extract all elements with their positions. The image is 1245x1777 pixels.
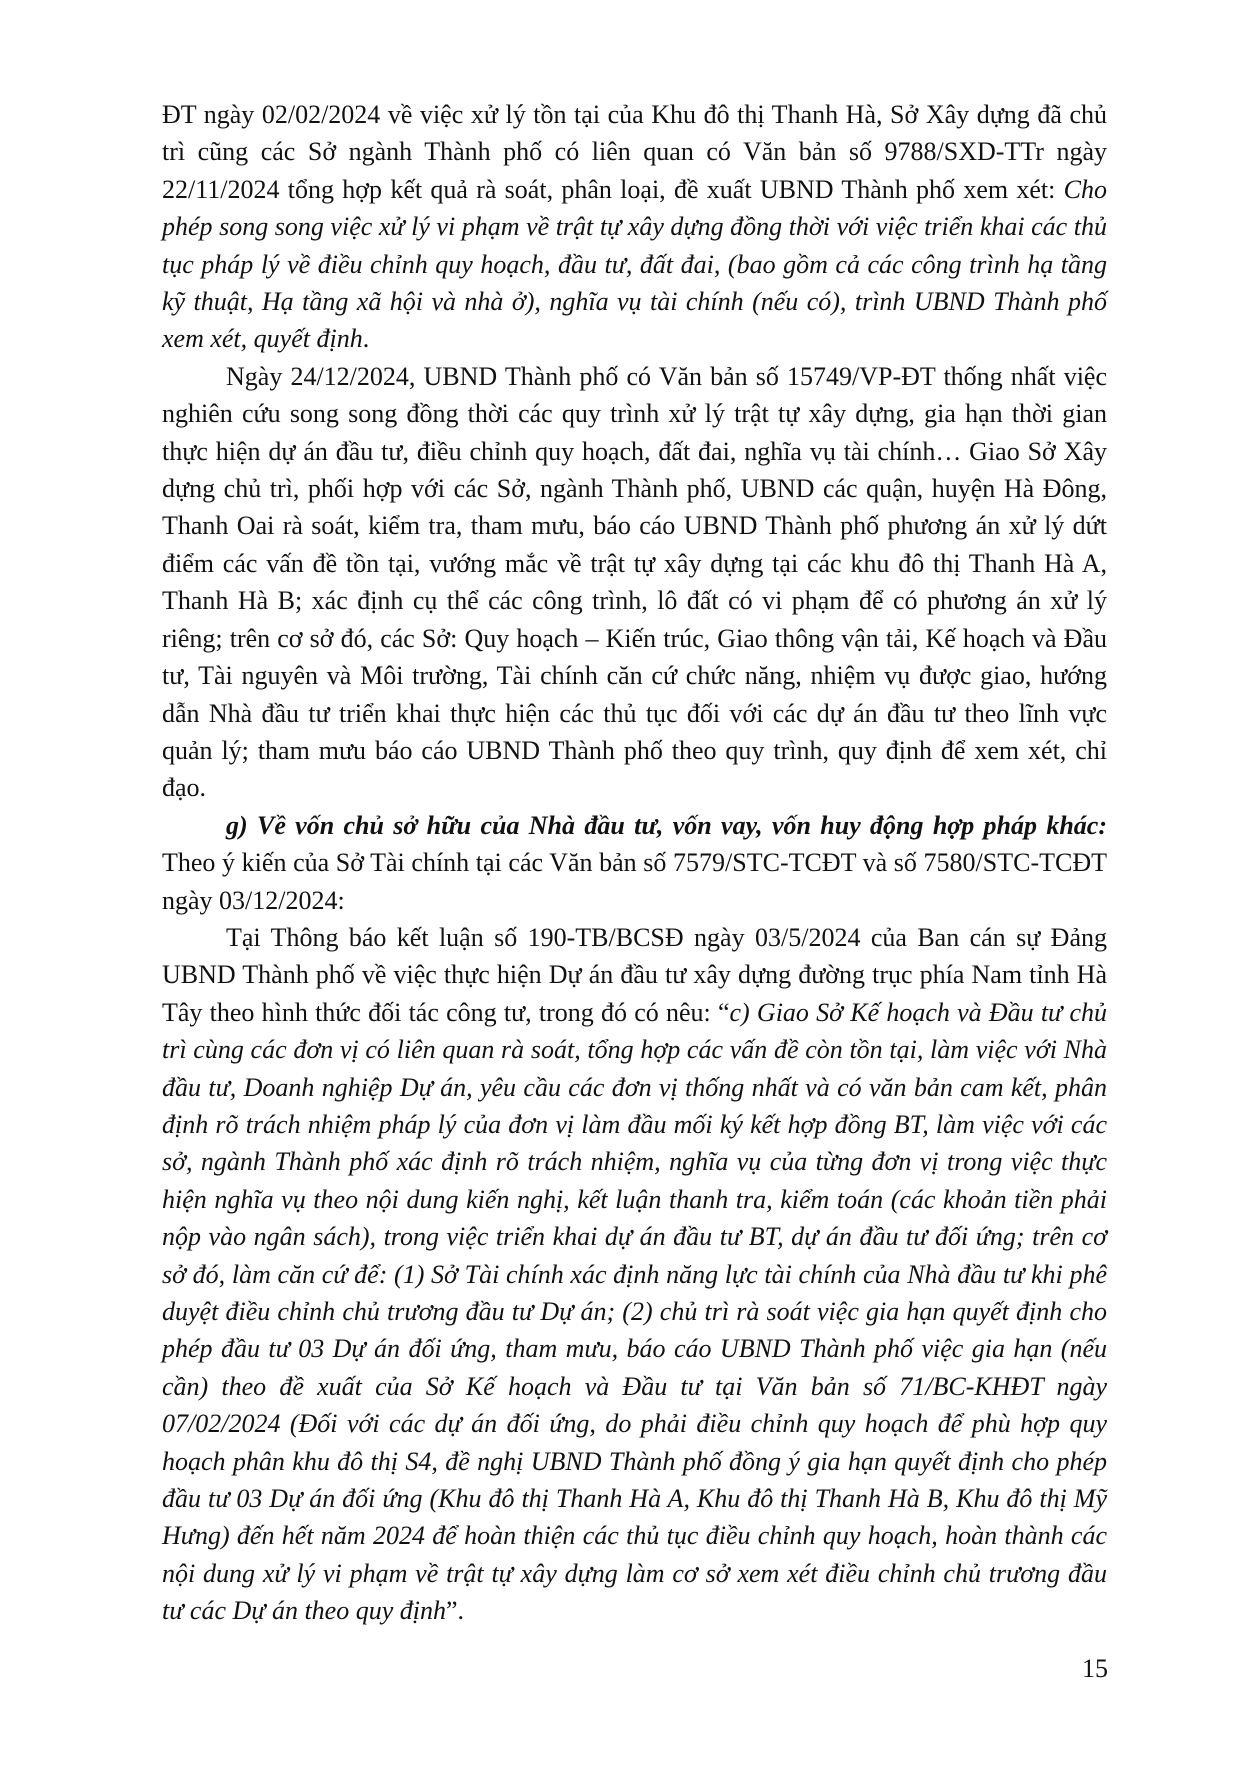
paragraph-4-italic-quote: c) Giao Sở Kế hoạch và Đầu tư chủ trì cùng các đơn vị có liên quan rà soát, tổng hợp các vấn đề còn tồn tại, làm việc với Nhà đầu tư, Doanh nghiệp Dự án, yêu cầu các đơn vị thống nhất và có văn bản cam kết, phân định rõ trách nhiệm pháp lý của đơn vị làm đầu mối ký kết hợp đồng BT, làm việc với các sở, ngành Thành phố xác định rõ trách nhiệm, nghĩa vụ của từng đơn vị trong việc thực hiện nghĩa vụ theo nội dung kiến nghị, kết luận thanh tra, kiểm toán (các khoản tiền phải nộp vào ngân sách), trong việc triển khai dự án đầu tư BT, dự án đầu tư đối ứng; trên cơ sở đó, làm căn cứ để: (1) Sở Tài chính xác định năng lực tài chính của Nhà đầu tư khi phê duyệt điều chỉnh chủ trương đầu tư Dự án; (2) chủ trì rà soát việc gia hạn quyết định cho phép đầu tư 03 Dự án đối ứng, tham mưu, báo cáo UBND Thành phố việc gia hạn (nếu cần) theo đề xuất của Sở Kế hoạch và Đầu tư tại Văn bản số 71/BC-KHĐT ngày 07/02/2024 (Đối với các dự án đối ứng, do phải điều chỉnh quy hoạch để phù hợp quy hoạch phân khu đô thị S4, đề nghị UBND Thành phố đồng ý gia hạn quyết định cho phép đầu tư 03 Dự án đối ứng (Khu đô thị Thanh Hà A, Khu đô thị Thanh Hà B, Khu đô thị Mỹ Hưng) đến hết năm 2024 để hoàn thiện các thủ tục điều chỉnh quy hoạch, hoàn thành các nội dung xử lý vi phạm về trật tự xây dựng làm cơ sở xem xét điều chỉnh chủ trương đầu tư các Dự án theo quy định [162,997,1108,1626]
paragraph-4-text: Tại Thông báo kết luận số 190-TB/BCSĐ ngày 03/5/2024 của Ban cán sự Đảng UBND Thành phố về việc thực hiện Dự án đầu tư xây dựng đường trục phía Nam tỉnh Hà Tây theo hình thức đối tác công tư, trong đó có nêu: “ [162,922,1107,1027]
paragraph-1 [162,96,1107,358]
paragraph-1-italic-quote: Cho phép song song việc xử lý vi phạm về trật tự xây dựng đồng thời với việc triển khai các thủ tục pháp lý về điều chỉnh quy hoạch, đầu tư, đất đai, (bao gồm cả các công trình hạ tầng kỹ thuật, Hạ tầng xã hội và nhà ở), nghĩa vụ tài chính (nếu có), trình UBND Thành phố xem xét, quyết định [162,174,1107,354]
paragraph-3 [162,807,1107,919]
paragraph-1-end: . [362,324,370,354]
paragraph-4 [162,919,1107,1630]
paragraph-4-end: ”. [445,1596,465,1626]
document-body [162,96,1107,1630]
paragraph-2: Ngày 24/12/2024, UBND Thành phố có Văn bản số 15749/VP-ĐT thống nhất việc nghiên cứu song song đồng thời các quy trình xử lý trật tự xây dựng, gia hạn thời gian thực hiện dự án đầu tư, điều chỉnh quy hoạch, đất đai, nghĩa vụ tài chính… Giao Sở Xây dựng chủ trì, phối hợp với các Sở, ngành Thành phố, UBND các quận, huyện Hà Đông, Thanh Oai rà soát, kiểm tra, tham mưu, báo cáo UBND Thành phố phương án xử lý dứt điểm các vấn đề tồn tại, vướng mắc về trật tự xây dựng tại các khu đô thị Thanh Hà A, Thanh Hà B; xác định cụ thể các công trình, lô đất có vi phạm để có phương án xử lý riêng; trên cơ sở đó, các Sở: Quy hoạch – Kiến trúc, Giao thông vận tải, Kế hoạch và Đầu tư, Tài nguyên và Môi trường, Tài chính căn cứ chức năng, nhiệm vụ được giao, hướng dẫn Nhà đầu tư triển khai thực hiện các thủ tục đối với các dự án đầu tư theo lĩnh vực quản lý; tham mưu báo cáo UBND Thành phố theo quy trình, quy định để xem xét, chỉ đạo. [162,361,1107,803]
paragraph-3-text: Theo ý kiến của Sở Tài chính tại các Văn bản số 7579/STC-TCĐT và số 7580/STC-TCĐT ngày 03/12/2024: [162,848,1107,915]
paragraph-1-text: ĐT ngày 02/02/2024 về việc xử lý tồn tại của Khu đô thị Thanh Hà, Sở Xây dựng đã chủ trì cũng các Sở ngành Thành phố có liên quan có Văn bản số 9788/SXD-TTr ngày 22/11/2024 tổng hợp kết quả rà soát, phân loại, đề xuất UBND Thành phố xem xét: [162,100,1107,204]
section-g-heading: g) Về vốn chủ sở hữu của Nhà đầu tư, vốn vay, vốn huy động hợp pháp khác: [226,810,1107,840]
page-number: 15 [1082,1654,1108,1683]
